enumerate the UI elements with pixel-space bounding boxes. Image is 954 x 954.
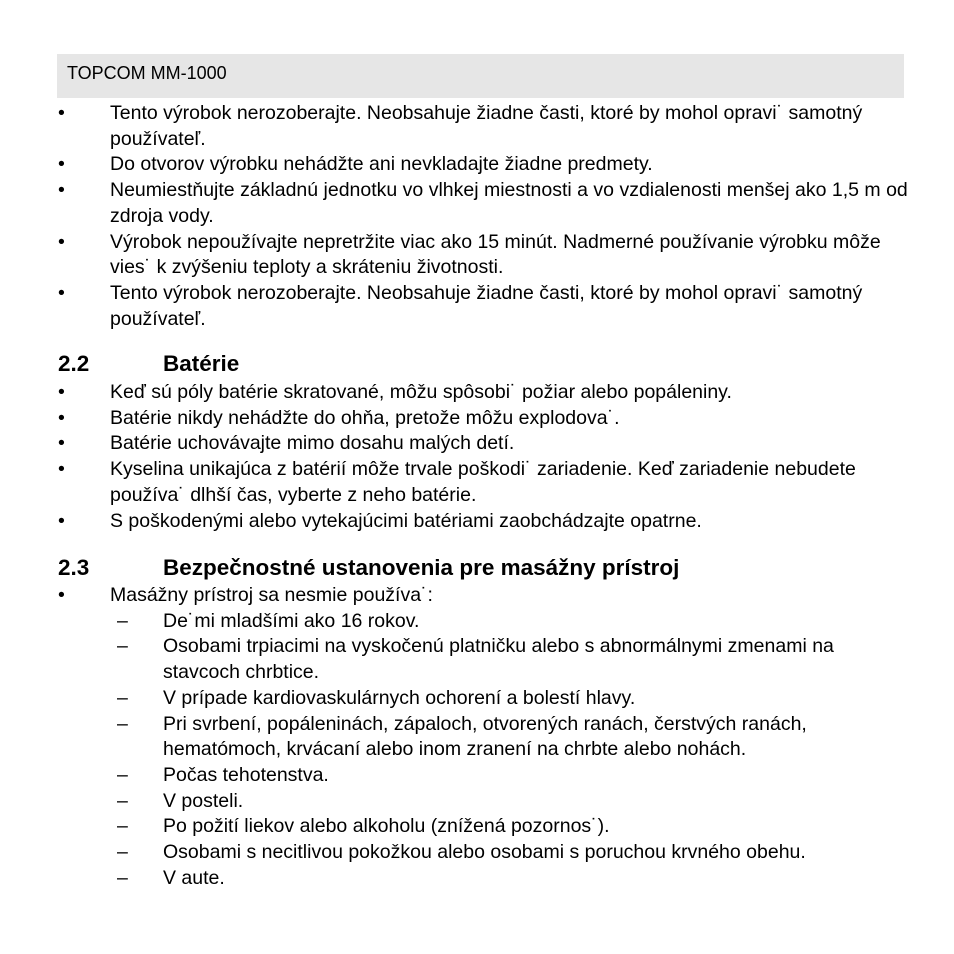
sub-list-item-text: Počas tehotenstva. (163, 763, 329, 786)
bullet-icon: • (58, 179, 65, 202)
header-title: TOPCOM MM-1000 (67, 63, 227, 83)
list-item (0, 152, 954, 178)
bullet-icon: • (58, 584, 65, 606)
section-title: Batérie (163, 351, 240, 376)
list-item-text: Kyselina unikajúca z batérií môže trvale poškodi˙ zariadenie. Keď zariadenie nebudete používa˙ dlhší čas, vyberte z neho batérie. (110, 458, 856, 506)
bullet-icon: • (58, 432, 65, 455)
dash-icon: – (117, 686, 128, 709)
sub-list-item-text: Po požití liekov alebo alkoholu (znížená pozornos˙). (163, 815, 610, 838)
list-item-text: S poškodenými alebo vytekajúcimi batériami zaobchádzajte opatrne. (110, 509, 702, 532)
bullet-icon: • (58, 509, 65, 532)
battery-list (0, 380, 954, 534)
bullet-icon: • (58, 230, 65, 253)
list-item (0, 431, 954, 457)
dash-icon: – (117, 866, 128, 889)
list-item-text: Výrobok nepoužívajte nepretržite viac ako 15 minút. Nadmerné používanie výrobku môže vies˙ k zvýšeniu teploty a skráteniu životnosti. (110, 230, 881, 279)
sub-list-item (0, 814, 954, 840)
sub-list-item-text: Osobami s necitlivou pokožkou alebo osobami s poruchou krvného obehu. (163, 841, 806, 864)
dash-icon: – (117, 815, 128, 838)
sub-list-item-text: Osobami trpiacimi na vyskočenú platničku alebo s abnormálnymi zmenami na stavcoch chrbtice. (163, 635, 834, 684)
list-item-text: Masážny prístroj sa nesmie používa˙: (110, 584, 433, 606)
list-item-text: Batérie nikdy nehádžte do ohňa, pretože môžu explodova˙. (110, 406, 620, 429)
sub-list-item-text: De˙mi mladšími ako 16 rokov. (163, 609, 420, 632)
list-item (0, 457, 954, 508)
list-item (0, 281, 954, 332)
sub-list-item (0, 609, 954, 635)
sub-list-item (0, 789, 954, 815)
bullet-icon: • (58, 281, 65, 304)
section-title: Bezpečnostné ustanovenia pre masážny prístroj (163, 555, 680, 580)
safety-list (0, 101, 954, 332)
dash-icon: – (117, 712, 128, 735)
sub-list-item (0, 840, 954, 866)
bullet-icon: • (58, 381, 65, 403)
bullet-icon: • (58, 102, 65, 124)
sub-list-item-text: V aute. (163, 866, 225, 889)
sub-list-item (0, 634, 954, 685)
list-item (0, 583, 954, 609)
section-number: 2.2 (58, 351, 90, 376)
list-item-text: Do otvorov výrobku nehádžte ani nevkladajte žiadne predmety. (110, 153, 653, 176)
bullet-icon: • (58, 406, 65, 429)
list-item-text: Tento výrobok nerozoberajte. Neobsahuje žiadne časti, ktoré by mohol opravi˙ samotný používateľ. (110, 281, 863, 330)
list-item (0, 178, 954, 229)
page-header (57, 54, 904, 98)
sub-list-item (0, 712, 954, 763)
sub-list-item (0, 686, 954, 712)
dash-icon: – (117, 763, 128, 786)
list-item-text: Keď sú póly batérie skratované, môžu spôsobi˙ požiar alebo popáleniny. (110, 381, 732, 403)
list-item-text: Tento výrobok nerozoberajte. Neobsahuje žiadne časti, ktoré by mohol opravi˙ samotný používateľ. (110, 102, 863, 150)
dash-icon: – (117, 609, 128, 632)
dash-icon: – (117, 635, 128, 658)
massage-list (0, 583, 954, 891)
list-item (0, 230, 954, 281)
sub-list-item-text: Pri svrbení, popáleninách, zápaloch, otvorených ranách, čerstvých ranách, hematómoch, krvácaní alebo inom zranení na chrbte alebo nohách. (163, 712, 807, 761)
bullet-icon: • (58, 458, 65, 481)
list-item (0, 380, 954, 406)
list-item (0, 509, 954, 535)
dash-icon: – (117, 789, 128, 812)
sub-list-item-text: V prípade kardiovaskulárnych ochorení a bolestí hlavy. (163, 686, 636, 709)
bullet-icon: • (58, 153, 65, 176)
list-item (0, 406, 954, 432)
section-number: 2.3 (58, 555, 90, 580)
list-item-text: Batérie uchovávajte mimo dosahu malých detí. (110, 432, 515, 455)
list-item-text: Neumiestňujte základnú jednotku vo vlhkej miestnosti a vo vzdialenosti menšej ako 1,5 m od zdroja vody. (110, 179, 908, 227)
dash-icon: – (117, 841, 128, 864)
sub-list-item-text: V posteli. (163, 789, 244, 812)
list-item (0, 101, 954, 152)
sub-list-item (0, 763, 954, 789)
sub-list-item (0, 866, 954, 892)
